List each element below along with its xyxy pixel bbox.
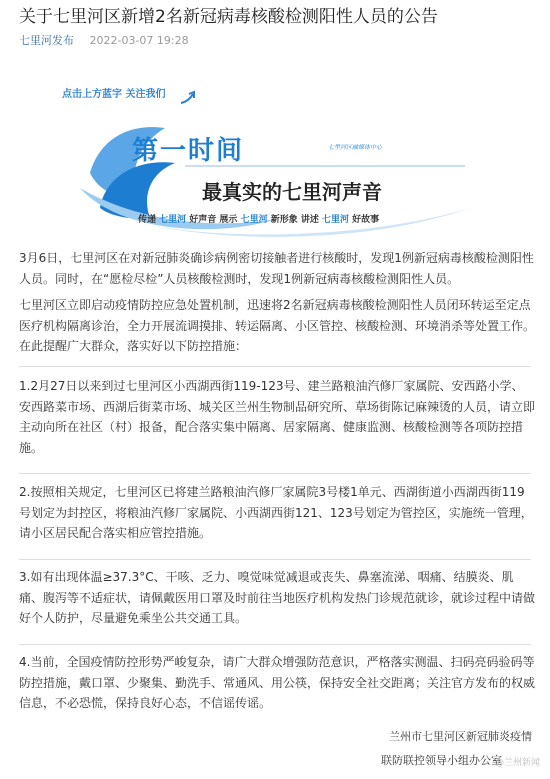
paragraph-1: 3月6日，七里河区在对新冠肺炎确诊病例密切接触者进行核酸时，发现1例新冠病毒核酸检测阳性人员。同时，在“愿检尽检”人员核酸检测时，发现1例新冠病毒核酸检测阳性人员。 xyxy=(19,251,534,286)
paragraph-3: 1.2月27日以来到过七里河区小西湖西街119-123号、建兰路粮油汽修厂家属院、安西路小学、安西路菜市场、西湖后街菜市场、城关区兰州生物制品研究所、草场街陈记麻辣烫的人员，请立即主动向所在社区（村）报备，配合落实集中隔离、居家隔离、健康监测、核酸检测等各项防控措施。 xyxy=(19,379,536,455)
divider xyxy=(19,644,531,645)
article-meta xyxy=(19,32,189,48)
paragraph-4: 2.按照相关规定，七里河区已将建兰路粮油汽修厂家属院3号楼1单元、西湖街道小西湖西街119号划定为封控区，将粮油汽修厂家属院、小西湖西街121、123号划定为管控区，实施统一管理，请小区居民配合落实相应管控措施。 xyxy=(19,485,533,540)
article-source-link[interactable]: 七里河发布 xyxy=(19,34,74,47)
banner-tagline: 七里河区融媒体中心 xyxy=(328,144,383,151)
signature-line-2: 联防联控领导小组办公室 xyxy=(381,754,502,767)
paragraph-2: 七里河区立即启动疫情防控应急处置机制，迅速将2名新冠病毒核酸检测阳性人员闭环转运至定点医疗机构隔离诊治，全力开展流调摸排、转运隔离、小区管控、核酸检测、环境消杀等处置工作。在此提醒广大群众，落实好以下防控措施： xyxy=(19,298,536,353)
banner-slogans: 传递 七里河 好声音 展示 七里河 新形象 讲述 七里河 好故事 xyxy=(138,215,380,225)
arrow-up-icon xyxy=(178,90,200,106)
article-title: 关于七里河区新增2名新冠病毒核酸检测阳性人员的公告 xyxy=(19,7,438,27)
follow-prompt: 点击上方蓝字 关注我们 xyxy=(62,89,166,100)
banner-main-line: 最真实的七里河声音 xyxy=(202,180,382,204)
watermark: @兰州新闻 xyxy=(494,758,540,768)
divider xyxy=(19,473,531,474)
signature-line-1: 兰州市七里河区新冠肺炎疫情 xyxy=(389,730,532,743)
divider xyxy=(19,366,531,367)
paragraph-6: 4.当前，全国疫情防控形势严峻复杂，请广大群众增强防范意识，严格落实测温、扫码亮码验码等防控措施，戴口罩、少聚集、勤洗手、常通风、用公筷，保持安全社交距离；关注官方发布的权威信息，不必恐慌，保持良好心态，不信谣传谣。 xyxy=(19,655,536,710)
divider xyxy=(19,559,531,560)
banner-headline: 第一时间 xyxy=(132,136,245,166)
article-timestamp: 2022-03-07 19:28 xyxy=(89,34,189,47)
paragraph-5: 3.如有出现体温≥37.3°C、干咳、乏力、嗅觉味觉减退或丧失、鼻塞流涕、咽痛、结膜炎、肌痛、腹泻等不适症状，请佩戴医用口罩及时前往当地医疗机构发热门诊规范就诊，就诊过程中请做好个人防护，尽量避免乘坐公共交通工具。 xyxy=(19,570,536,625)
